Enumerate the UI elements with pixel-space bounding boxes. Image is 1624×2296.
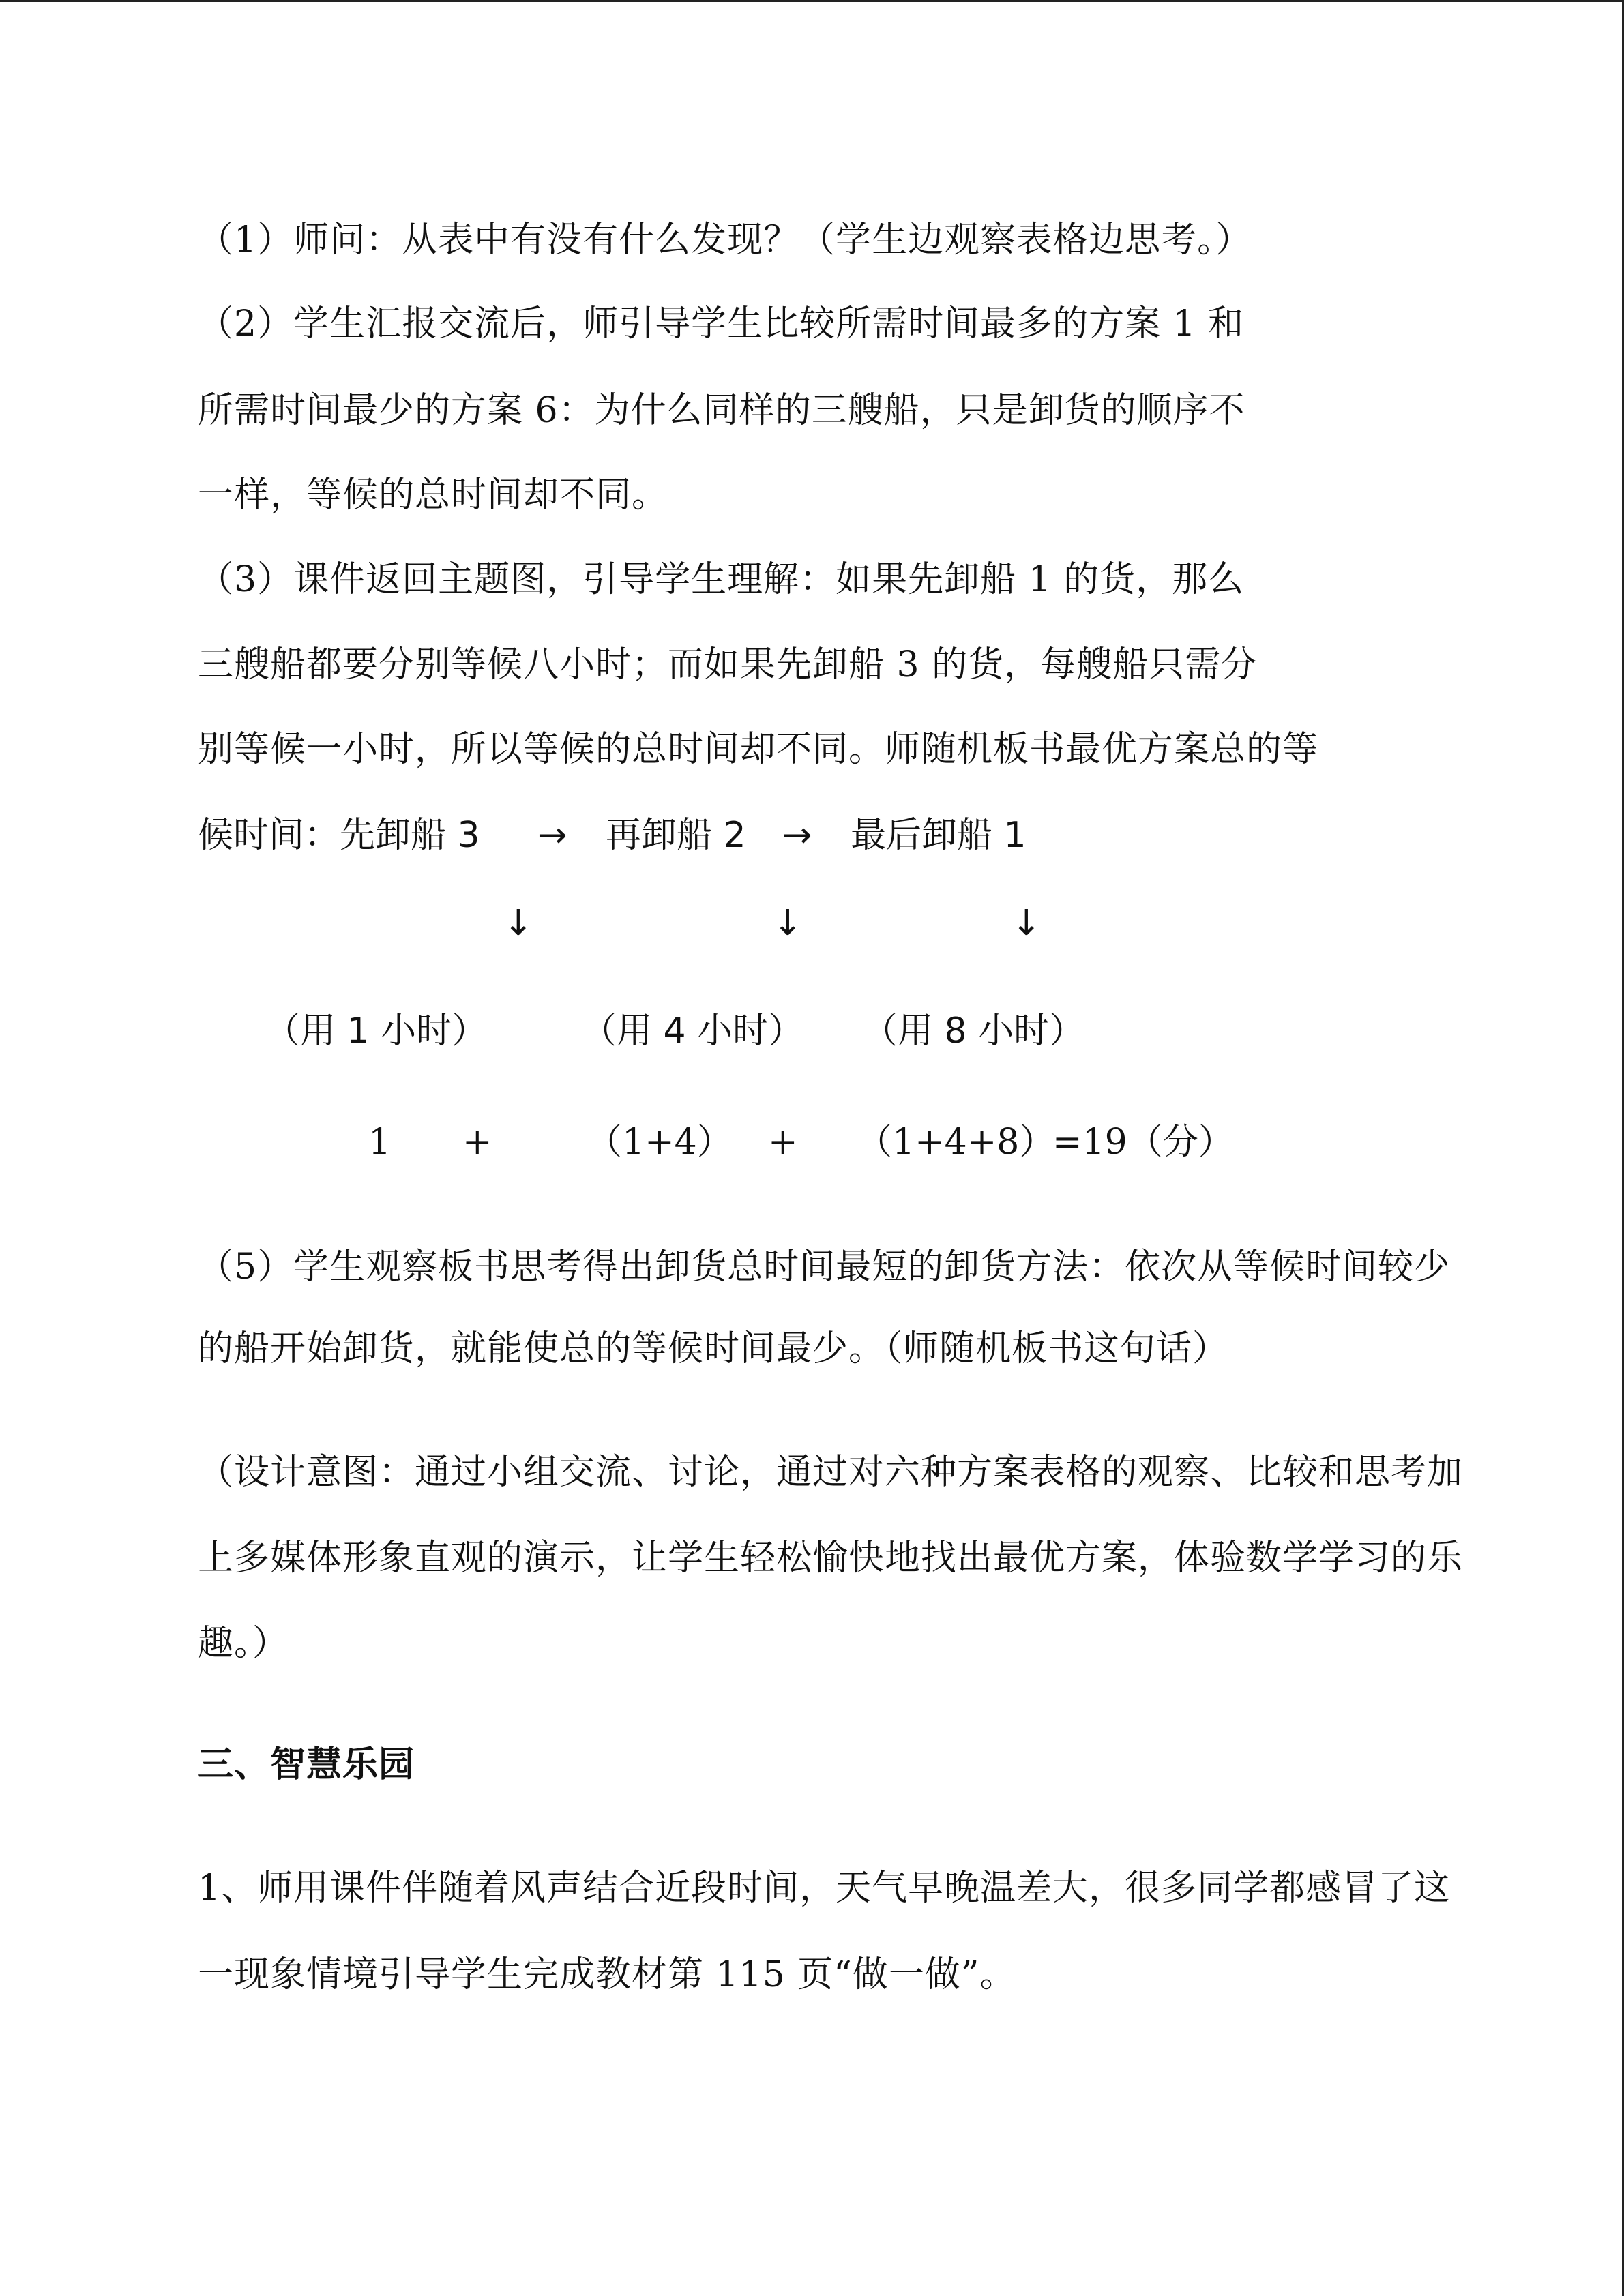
formula-term: （1+4+8） bbox=[857, 1122, 1055, 1163]
formula-result: =19（分） bbox=[1052, 1122, 1234, 1163]
text-line: 一样，等候的总时间却不同。 bbox=[198, 475, 668, 516]
text-line: （3）课件返回主题图，引导学生理解：如果先卸船 1 的货，那么 bbox=[198, 559, 1245, 600]
text-line: （1）师问：从表中有没有什么发现？（学生边观察表格边思考。） bbox=[198, 220, 1252, 260]
text-line: 1、师用课件伴随着风声结合近段时间，天气早晚温差大，很多同学都感冒了这 bbox=[198, 1868, 1451, 1909]
text-line: 三艘船都要分别等候八小时；而如果先卸船 3 的货，每艘船只需分 bbox=[198, 644, 1258, 685]
flow-step-1: 候时间：先卸船 3 bbox=[198, 815, 480, 856]
arrow-down-icon: ↓ bbox=[773, 903, 803, 944]
duration-label: （用 1 小时） bbox=[265, 1011, 488, 1052]
flow-step-2: 再卸船 2 bbox=[606, 815, 746, 856]
text-line: 所需时间最少的方案 6：为什么同样的三艘船，只是卸货的顺序不 bbox=[198, 390, 1245, 431]
formula-term: （1+4） bbox=[587, 1122, 733, 1163]
arrow-right-icon: → bbox=[537, 815, 567, 856]
text-line: （5）学生观察板书思考得出卸货总时间最短的卸货方法：依次从等候时间较少 bbox=[198, 1247, 1451, 1287]
flow-step-3: 最后卸船 1 bbox=[851, 815, 1027, 856]
arrow-down-icon: ↓ bbox=[1012, 903, 1042, 944]
formula-operator: + bbox=[462, 1122, 492, 1163]
text-line: 一现象情境引导学生完成教材第 115 页“做一做”。 bbox=[198, 1954, 1016, 1995]
duration-label: （用 8 小时） bbox=[862, 1011, 1085, 1052]
page-frame-top bbox=[0, 0, 1624, 2]
text-line: 趣。） bbox=[198, 1623, 289, 1664]
duration-label: （用 4 小时） bbox=[581, 1011, 804, 1052]
text-line: 别等候一小时，所以等候的总时间却不同。师随机板书最优方案总的等 bbox=[198, 729, 1319, 770]
formula-term: 1 bbox=[368, 1122, 392, 1163]
text-line: （2）学生汇报交流后，师引导学生比较所需时间最多的方案 1 和 bbox=[198, 303, 1245, 344]
section-heading: 三、智慧乐园 bbox=[198, 1744, 415, 1785]
arrow-down-icon: ↓ bbox=[503, 903, 533, 944]
text-line: （设计意图：通过小组交流、讨论，通过对六种方案表格的观察、比较和思考加 bbox=[198, 1452, 1464, 1493]
formula-operator: + bbox=[768, 1122, 798, 1163]
text-line: 的船开始卸货，就能使总的等候时间最少。（师随机板书这句话） bbox=[198, 1328, 1229, 1369]
arrow-right-icon: → bbox=[782, 815, 812, 856]
text-line: 上多媒体形象直观的演示，让学生轻松愉快地找出最优方案，体验数学学习的乐 bbox=[198, 1538, 1464, 1579]
